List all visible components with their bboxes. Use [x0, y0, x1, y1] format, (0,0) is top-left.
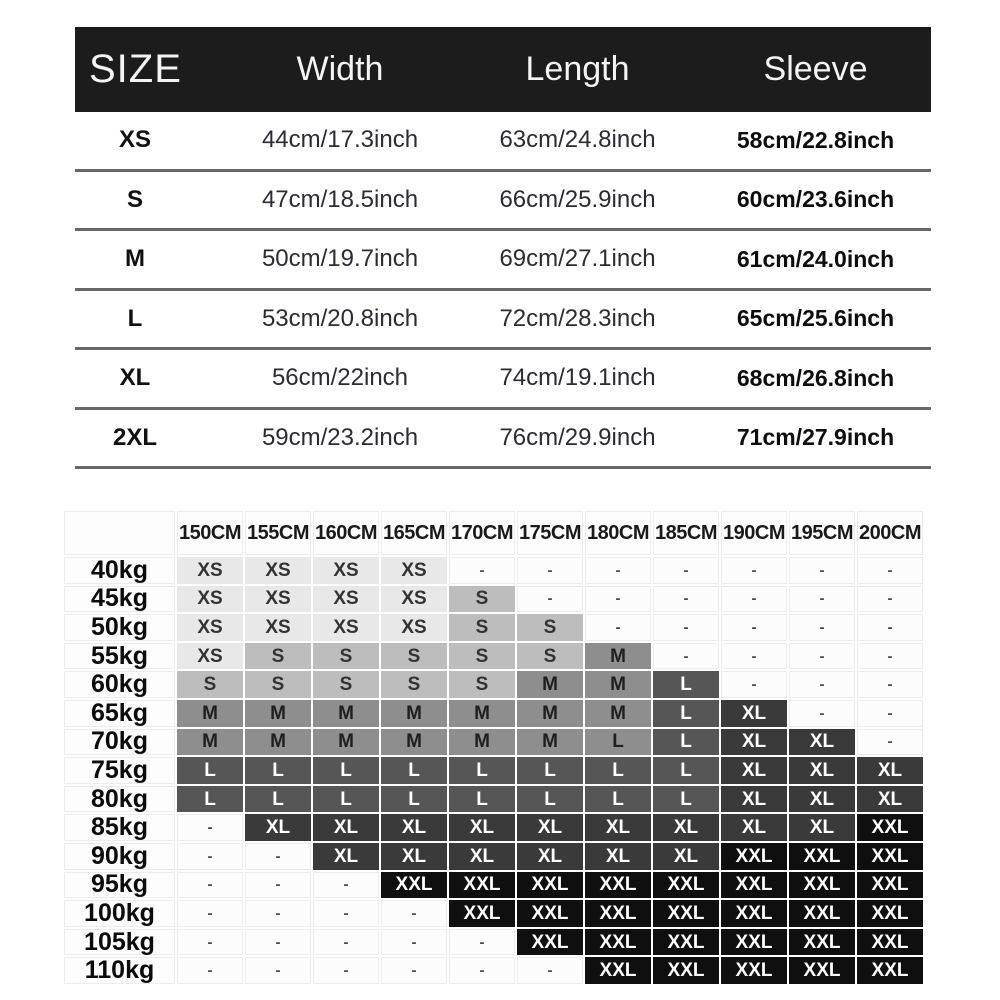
size-cell: M: [313, 729, 379, 756]
size-cell: S: [313, 671, 379, 698]
size-cell: L: [313, 757, 379, 784]
empty-cell: -: [313, 957, 379, 984]
empty-cell: -: [721, 557, 787, 584]
size-cell: XXL: [653, 957, 719, 984]
size-row-l: [75, 291, 931, 351]
empty-cell: -: [789, 671, 855, 698]
height-header: 195CM: [789, 511, 855, 555]
size-cell: S: [245, 643, 311, 670]
size-cell: L: [585, 729, 651, 756]
length-value: 69cm/27.1inch: [499, 245, 656, 273]
size-cell: L: [653, 671, 719, 698]
size-row-2xl: [75, 410, 931, 470]
empty-cell: -: [653, 586, 719, 613]
size-cell: S: [449, 586, 515, 613]
size-cell: S: [313, 643, 379, 670]
size-cell: S: [381, 671, 447, 698]
size-table-body: [75, 112, 931, 469]
empty-cell: -: [517, 557, 583, 584]
size-cell: XL: [449, 814, 515, 841]
weight-label: 100kg: [64, 900, 175, 927]
height-header: 200CM: [857, 511, 923, 555]
weight-label: 50kg: [64, 614, 175, 641]
header-size: SIZE: [89, 47, 182, 91]
empty-cell: -: [653, 557, 719, 584]
size-cell: L: [517, 757, 583, 784]
empty-cell: -: [313, 900, 379, 927]
size-cell: M: [585, 643, 651, 670]
height-header: 185CM: [653, 511, 719, 555]
size-cell: XL: [721, 700, 787, 727]
empty-cell: -: [653, 614, 719, 641]
empty-cell: -: [381, 957, 447, 984]
size-cell: M: [177, 729, 243, 756]
size-cell: XL: [857, 757, 923, 784]
size-cell: L: [449, 786, 515, 813]
size-cell: XS: [313, 586, 379, 613]
size-cell: XXL: [789, 929, 855, 956]
size-cell: L: [245, 786, 311, 813]
size-cell: XXL: [653, 900, 719, 927]
size-cell: XXL: [653, 872, 719, 899]
size-cell: M: [585, 671, 651, 698]
size-cell: XS: [177, 557, 243, 584]
size-value: M: [125, 245, 145, 273]
height-header: 180CM: [585, 511, 651, 555]
size-row-xl: [75, 350, 931, 410]
empty-cell: -: [857, 586, 923, 613]
empty-cell: -: [857, 729, 923, 756]
size-cell: S: [517, 614, 583, 641]
size-cell: XXL: [585, 872, 651, 899]
size-cell: XXL: [721, 872, 787, 899]
width-value: 44cm/17.3inch: [261, 126, 419, 154]
width-value: 53cm/20.8inch: [261, 304, 419, 332]
length-value: 76cm/29.9inch: [499, 423, 656, 451]
size-cell: XL: [313, 814, 379, 841]
size-cell: XL: [721, 729, 787, 756]
weight-label: 60kg: [64, 671, 175, 698]
width-value: 47cm/18.5inch: [261, 185, 419, 213]
size-cell: M: [177, 700, 243, 727]
size-table-header: [75, 27, 931, 112]
size-cell: M: [381, 700, 447, 727]
size-cell: XXL: [857, 929, 923, 956]
size-cell: XXL: [789, 957, 855, 984]
empty-cell: -: [177, 957, 243, 984]
empty-cell: -: [857, 643, 923, 670]
size-value: XL: [119, 364, 151, 392]
size-cell: XL: [381, 843, 447, 870]
size-row-m: [75, 231, 931, 291]
empty-cell: -: [381, 929, 447, 956]
empty-cell: -: [517, 586, 583, 613]
weight-label: 65kg: [64, 700, 175, 727]
size-cell: XL: [789, 757, 855, 784]
empty-cell: -: [653, 643, 719, 670]
size-cell: XL: [789, 814, 855, 841]
size-cell: M: [449, 700, 515, 727]
sleeve-value: 61cm/24.0inch: [736, 245, 895, 272]
size-cell: XL: [653, 843, 719, 870]
weight-label: 85kg: [64, 814, 175, 841]
size-cell: L: [381, 757, 447, 784]
size-cell: XS: [313, 557, 379, 584]
size-cell: XXL: [857, 900, 923, 927]
empty-cell: -: [245, 843, 311, 870]
height-header: 175CM: [517, 511, 583, 555]
length-value: 63cm/24.8inch: [499, 126, 656, 154]
size-cell: XXL: [653, 929, 719, 956]
height-header: 150CM: [177, 511, 243, 555]
empty-cell: -: [585, 557, 651, 584]
size-value: XS: [118, 126, 151, 154]
size-cell: XL: [585, 843, 651, 870]
empty-cell: -: [177, 900, 243, 927]
size-cell: XS: [177, 643, 243, 670]
weight-label: 70kg: [64, 729, 175, 756]
size-row-s: [75, 172, 931, 232]
size-cell: XL: [517, 814, 583, 841]
size-value: L: [127, 304, 143, 332]
size-cell: XXL: [721, 929, 787, 956]
empty-cell: -: [857, 671, 923, 698]
empty-cell: -: [585, 614, 651, 641]
empty-cell: -: [721, 614, 787, 641]
height-header: 165CM: [381, 511, 447, 555]
size-cell: XS: [245, 586, 311, 613]
size-cell: L: [177, 757, 243, 784]
empty-cell: -: [789, 643, 855, 670]
size-cell: XS: [177, 614, 243, 641]
width-value: 56cm/22inch: [271, 364, 409, 392]
size-cell: S: [449, 614, 515, 641]
empty-cell: -: [177, 814, 243, 841]
size-cell: XS: [245, 557, 311, 584]
header-sleeve: Sleeve: [763, 50, 868, 88]
empty-cell: -: [449, 557, 515, 584]
size-row-xs: [75, 112, 931, 172]
weight-label: 75kg: [64, 757, 175, 784]
empty-cell: -: [245, 900, 311, 927]
size-cell: XXL: [449, 872, 515, 899]
size-cell: XS: [177, 586, 243, 613]
size-cell: M: [245, 729, 311, 756]
size-cell: L: [585, 757, 651, 784]
size-cell: XL: [449, 843, 515, 870]
sleeve-value: 65cm/25.6inch: [736, 305, 895, 332]
size-cell: L: [381, 786, 447, 813]
size-cell: XL: [313, 843, 379, 870]
size-cell: XL: [721, 814, 787, 841]
empty-cell: -: [449, 957, 515, 984]
sleeve-value: 60cm/23.6inch: [736, 186, 895, 213]
height-header: 160CM: [313, 511, 379, 555]
size-cell: XS: [313, 614, 379, 641]
size-cell: M: [381, 729, 447, 756]
empty-cell: -: [857, 614, 923, 641]
weight-label: 55kg: [64, 643, 175, 670]
size-cell: S: [381, 643, 447, 670]
size-cell: XS: [381, 557, 447, 584]
size-cell: XXL: [381, 872, 447, 899]
size-cell: XXL: [721, 843, 787, 870]
size-cell: L: [517, 786, 583, 813]
size-cell: L: [449, 757, 515, 784]
size-cell: L: [245, 757, 311, 784]
size-cell: L: [653, 786, 719, 813]
size-cell: XXL: [857, 843, 923, 870]
weight-label: 110kg: [64, 957, 175, 984]
size-cell: L: [653, 757, 719, 784]
empty-cell: -: [721, 671, 787, 698]
size-cell: XL: [721, 786, 787, 813]
size-cell: XL: [721, 757, 787, 784]
width-value: 50cm/19.7inch: [261, 245, 419, 273]
size-cell: XXL: [585, 929, 651, 956]
size-cell: S: [517, 643, 583, 670]
size-cell: XXL: [789, 900, 855, 927]
empty-cell: -: [721, 586, 787, 613]
size-value: 2XL: [112, 423, 157, 451]
size-cell: M: [245, 700, 311, 727]
size-cell: XXL: [857, 957, 923, 984]
size-cell: S: [245, 671, 311, 698]
empty-cell: -: [245, 929, 311, 956]
empty-cell: -: [449, 929, 515, 956]
length-value: 74cm/19.1inch: [499, 364, 656, 392]
weight-label: 105kg: [64, 929, 175, 956]
size-cell: L: [585, 786, 651, 813]
size-cell: XXL: [517, 929, 583, 956]
size-cell: XXL: [857, 814, 923, 841]
size-cell: XL: [857, 786, 923, 813]
size-cell: XL: [789, 786, 855, 813]
empty-cell: -: [177, 929, 243, 956]
size-cell: XXL: [449, 900, 515, 927]
size-cell: XS: [381, 586, 447, 613]
size-cell: XL: [653, 814, 719, 841]
empty-cell: -: [721, 643, 787, 670]
empty-cell: -: [177, 843, 243, 870]
weight-label: 90kg: [64, 843, 175, 870]
size-cell: M: [517, 700, 583, 727]
empty-cell: -: [789, 586, 855, 613]
width-value: 59cm/23.2inch: [261, 423, 419, 451]
height-header: 190CM: [721, 511, 787, 555]
size-cell: XXL: [721, 900, 787, 927]
size-cell: XXL: [585, 900, 651, 927]
height-header: 155CM: [245, 511, 311, 555]
empty-cell: -: [789, 700, 855, 727]
weight-label: 45kg: [64, 586, 175, 613]
height-header: 170CM: [449, 511, 515, 555]
empty-cell: -: [313, 929, 379, 956]
size-cell: XXL: [721, 957, 787, 984]
size-cell: L: [177, 786, 243, 813]
size-cell: M: [517, 671, 583, 698]
header-width: Width: [296, 50, 384, 88]
height-weight-fit-matrix: [64, 511, 923, 984]
empty-cell: -: [857, 557, 923, 584]
size-cell: XXL: [517, 900, 583, 927]
empty-cell: -: [381, 900, 447, 927]
size-cell: XS: [381, 614, 447, 641]
size-cell: XL: [789, 729, 855, 756]
header-length: Length: [525, 50, 630, 88]
empty-cell: -: [313, 872, 379, 899]
size-value: S: [126, 185, 143, 213]
size-cell: S: [449, 643, 515, 670]
size-cell: XL: [381, 814, 447, 841]
size-cell: XS: [245, 614, 311, 641]
empty-cell: -: [245, 957, 311, 984]
matrix-corner: [64, 511, 175, 555]
size-cell: XXL: [789, 843, 855, 870]
size-cell: XXL: [789, 872, 855, 899]
empty-cell: -: [585, 586, 651, 613]
size-cell: M: [517, 729, 583, 756]
size-cell: XL: [245, 814, 311, 841]
empty-cell: -: [245, 872, 311, 899]
size-cell: XL: [585, 814, 651, 841]
empty-cell: -: [857, 700, 923, 727]
size-cell: S: [449, 671, 515, 698]
sleeve-value: 68cm/26.8inch: [736, 364, 895, 391]
empty-cell: -: [789, 557, 855, 584]
size-cell: S: [177, 671, 243, 698]
sleeve-value: 58cm/22.8inch: [736, 126, 895, 153]
sleeve-value: 71cm/27.9inch: [736, 424, 895, 451]
size-cell: M: [449, 729, 515, 756]
size-cell: L: [313, 786, 379, 813]
size-cell: M: [585, 700, 651, 727]
size-cell: XXL: [585, 957, 651, 984]
empty-cell: -: [517, 957, 583, 984]
size-cell: L: [653, 729, 719, 756]
empty-cell: -: [177, 872, 243, 899]
size-cell: XXL: [857, 872, 923, 899]
size-measurement-table: [75, 27, 931, 469]
weight-label: 40kg: [64, 557, 175, 584]
size-cell: M: [313, 700, 379, 727]
length-value: 66cm/25.9inch: [499, 185, 656, 213]
empty-cell: -: [789, 614, 855, 641]
size-cell: XL: [517, 843, 583, 870]
weight-label: 95kg: [64, 872, 175, 899]
weight-label: 80kg: [64, 786, 175, 813]
length-value: 72cm/28.3inch: [499, 304, 656, 332]
size-cell: L: [653, 700, 719, 727]
size-cell: XXL: [517, 872, 583, 899]
